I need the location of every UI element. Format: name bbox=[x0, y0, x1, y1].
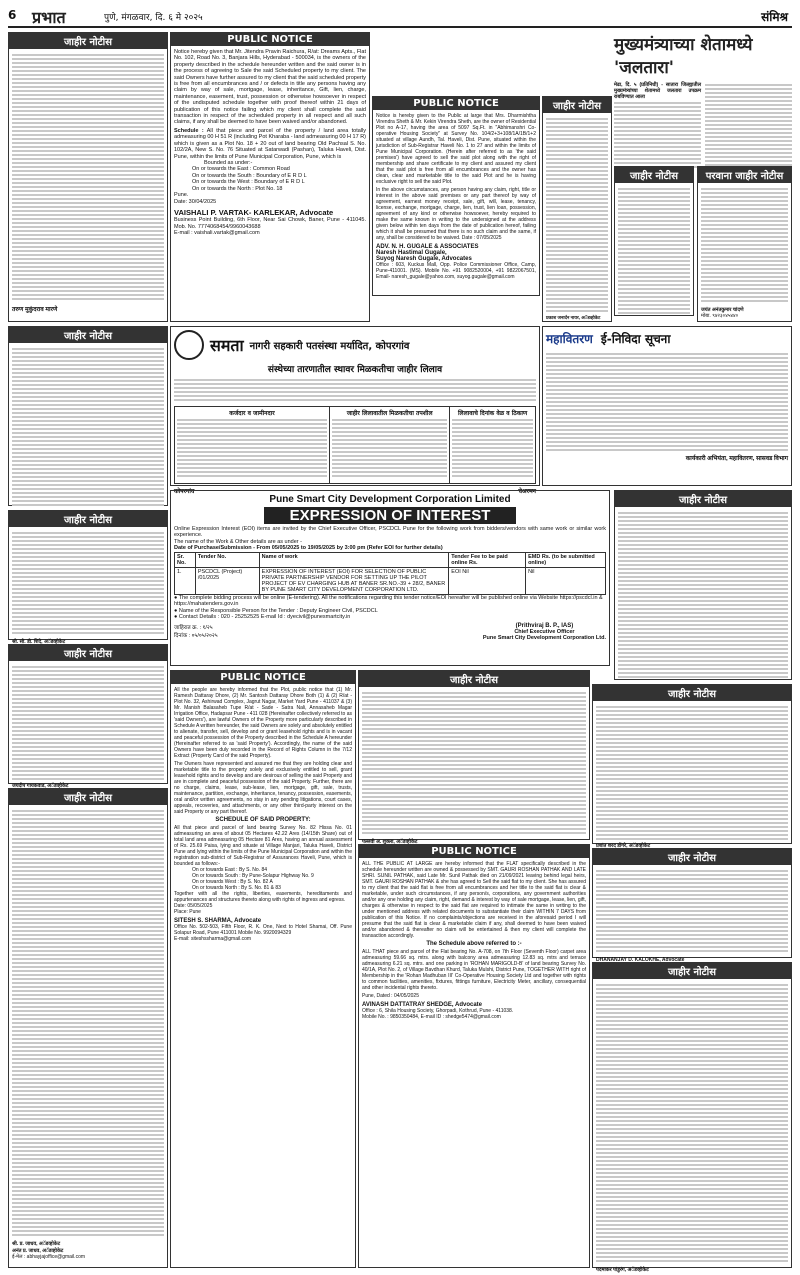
notice-body-lines bbox=[596, 982, 788, 1264]
notice-c1 bbox=[372, 96, 540, 296]
notice-e1 bbox=[614, 166, 694, 316]
notice-body: Notice is hereby given to the Public at large that Mrs. Dharmishtha Virendra Sheth & Mr. Kekin Virendra Sheth, are the owner of Residential Plot no A-17, having the area of 5097 Sq.Ft. in "Abhimanshri Co-operative Housing Society" at Survey No. 104/2+3+108/1A/1B/1+2 situated at village Aundh, Tal. Haveli, Dist. Pune, situated within the jurisdiction of Sub-Registrar Haveli No. 1 to 27 and within the limits of Pune Municipal Corporation. (Herein after referred to as 'the said premises') have agreed to sell the said plot along with the right of membership and share certificate to my client and assured my client that the said plot is free from all encumbrances and the owner has clean, clear and marketable title to the said Plot and he is having exclusive right to sell the said Plot. bbox=[376, 113, 536, 185]
notice-place-date: Pune, Dated : 04/05/2025 bbox=[362, 993, 419, 999]
notice-a2 bbox=[8, 326, 168, 506]
notice-title: PUBLIC NOTICE bbox=[171, 671, 355, 684]
eoi-bullet-3: ● Contact Details : 020 - 25252525 E-mail Id : dyecivil@punesmartcity.in bbox=[174, 614, 351, 621]
notice-email: E-mail : vaishali.vartak@gmail.com bbox=[174, 229, 260, 236]
page-number: 6 bbox=[8, 8, 17, 22]
table-row bbox=[175, 567, 606, 594]
notice-b2 bbox=[170, 670, 356, 1268]
notice-b1 bbox=[170, 32, 370, 322]
article-headline: मुख्यमंत्र्याच्या शेतामध्ये 'जलतारा' bbox=[614, 35, 753, 78]
eoi-fee: Nil bbox=[462, 568, 469, 575]
borrower-lines bbox=[177, 417, 327, 477]
auction-place: कोपरगांव bbox=[174, 488, 195, 495]
masthead bbox=[8, 6, 792, 28]
boundary-north: On or towards the North : Plot No. 18 bbox=[192, 185, 283, 192]
eoi-date: दिनांक : ०५/०५/२०२५ bbox=[174, 632, 218, 639]
notice-body-lines bbox=[12, 664, 164, 780]
schedule-heading: SCHEDULE OF SAID PROPERTY: bbox=[215, 817, 311, 823]
notice-signatory: जयंत अनंतकुमार चांदणे bbox=[701, 307, 744, 313]
boundary-east: On or towards the East : Common Road bbox=[192, 166, 290, 173]
samata-auction-notice bbox=[170, 326, 540, 495]
boundary-south: On or towards South : By Pune-Solapur Highway No. 9 bbox=[192, 873, 314, 879]
eoi-col-fee: Tender Fee to be paid online Rs. bbox=[449, 552, 526, 567]
notice-signatory: VAISHALI P. VARTAK- KARLEKAR, Advocate bbox=[174, 208, 334, 218]
mahavitaran-logo: महावितरण bbox=[546, 332, 593, 346]
notice-body-lines bbox=[618, 510, 788, 678]
notice-signatory: तरुण मुकुंदराव मारणे bbox=[12, 307, 58, 313]
schedule-tail: Together with all the rights, liberties, easements, hereditaments and appurtenances and structures thereto along with rights of ingress and egress. bbox=[174, 891, 352, 903]
notice-body-lines bbox=[596, 868, 788, 954]
notice-title: ई-निविदा सूचना bbox=[600, 332, 671, 346]
notice-address: Office : 603, Kuckus Mall, Opp. Police Commissioner Office, Camp, Pune-411001. (MS). Mobile No. +91 9082520004, +91 9822067501, Email- naresh_gugale@yahoo.com, suyog.gugale@gmail.com bbox=[376, 262, 536, 280]
notice-signatory: ADV. N. H. GUGALE & ASSOCIATES bbox=[376, 244, 479, 250]
notice-phone: मोबा. ९४२३०४५४४० bbox=[701, 313, 739, 319]
advocate-name: Naresh Hastimal Gugale, bbox=[376, 250, 447, 256]
dateline: पुणे, मंगळवार, दि. ६ मे २०२५ bbox=[104, 13, 203, 23]
article-body-lines bbox=[614, 100, 701, 170]
notice-contact: Mobile No. : 9850350484, E-mail ID : shedge5474@gmail.com bbox=[362, 1014, 501, 1020]
notice-body-lines bbox=[596, 704, 788, 840]
notice-e2 bbox=[697, 166, 792, 322]
eoi-organisation: Pune Smart City Development Corporation Limited bbox=[269, 494, 511, 505]
notice-title: जाहीर नोटीस bbox=[9, 33, 167, 49]
section-name: संमिश्र bbox=[761, 10, 788, 24]
boundary-north: On or towards North : By S. No. 81 & 83 bbox=[192, 885, 281, 891]
eoi-col-emd: EMD Rs. (to be submitted online) bbox=[526, 552, 606, 567]
notice-title: परवाना जाहीर नोटीस bbox=[698, 167, 791, 183]
notice-d1 bbox=[542, 96, 612, 322]
boundary-east: On or towards East : By S. No. 84 bbox=[192, 867, 268, 873]
notice-date: Date: 30/04/2025 bbox=[174, 198, 217, 205]
schedule-heading: The Schedule above referred to :- bbox=[426, 941, 522, 947]
notice-signatory: प्रकाश जनार्दन नायर, अॅडव्होकेट bbox=[546, 315, 601, 320]
eoi-fee-type: EOI bbox=[451, 568, 461, 575]
advocate-name-2: Suyog Naresh Gugale, Advocates bbox=[376, 256, 472, 262]
boundary-west: On or towards West : By S. No. 82 A bbox=[192, 879, 273, 885]
notice-title: जाहीर नोटीस bbox=[593, 849, 791, 865]
boundary-west: On or towards the West : Boundary of E R D L bbox=[192, 179, 305, 186]
notice-a4 bbox=[8, 644, 168, 789]
samata-logo-icon bbox=[174, 330, 204, 360]
schedule-text: ALL THAT piece and parcel of the Flat bearing No. A-708, on 7th Floor (Seventh Floor) carpet area admeasuring 59.66 sq. mtrs. along with balcony area admeasuring 12.83 sq. mtrs and terrace admeasuring 6.21 sq. mtrs. and one parking in 'ROHAN MARIGOLD-B' of land bearing Survey No. 40/1A, Plot No. 2, of Village Bavdhan Khurd, Taluka Mulshi, District Pune, TOGETHER WITH right of Membership in the 'Rohan Madhuban III' Co-Operative Housing Society Ltd and together with rights to common facilities, amenities, fixtures, fittings furniture, Electricity Meter, ancillary, consequential and other incidental rights thereto. bbox=[362, 949, 586, 991]
notice-body-lines bbox=[12, 530, 164, 636]
property-lines bbox=[332, 417, 447, 477]
notice-title: जाहीर नोटीस bbox=[9, 789, 167, 805]
auction-heading: संस्थेच्या तारणातील स्थावर मिळकतीचा जाहीर लिलाव bbox=[267, 365, 443, 375]
notice-title: जाहीर नोटीस bbox=[9, 511, 167, 527]
eoi-bullet-2: ● Name of the Responsible Person for the Tender : Deputy Engineer Civil, PSCDCL bbox=[174, 607, 378, 614]
auction-date-column-header: लिलावाचे दिनांक वेळ व ठिकाण bbox=[457, 410, 528, 417]
notice-signatory: श्री. सी. डी. शिंदे, अॅडव्होकेट bbox=[12, 639, 66, 645]
notice-c3 bbox=[358, 844, 590, 1268]
auction-signatory: चेअरमन bbox=[518, 488, 536, 495]
notice-body-lines bbox=[546, 116, 608, 312]
notice-c2 bbox=[358, 670, 590, 845]
notice-place: Pune. bbox=[174, 192, 189, 199]
schedule-heading: Schedule : bbox=[174, 127, 204, 134]
notice-d2 bbox=[592, 848, 792, 963]
notice-signatory: जयदीप गायकवाड, अॅडव्होकेट bbox=[12, 783, 69, 789]
property-column-header: जाहीर लिलावातील मिळकतीचा तपशील bbox=[346, 410, 433, 417]
notice-a1 bbox=[8, 32, 168, 322]
eoi-work-name: EXPRESSION OF INTEREST (EOI) FOR SELECTION OF PUBLIC PRIVATE PARTNERSHIP VENDOR FOR SETTING UP THE PILOT PROJECT OF EV CHARGING HUB AT BANER SR.NO.-39 + 28/2, BANER BY PUNE SMART CITY DEVELOPMENT CORPORATION LTD. bbox=[259, 567, 449, 594]
eoi-corporation: Pune Smart City Development Corporation Ltd. bbox=[482, 634, 606, 641]
notice-date: Date: 05/05/2025 bbox=[174, 903, 213, 909]
notice-title: जाहीर नोटीस bbox=[9, 327, 167, 343]
eoi-signatory: (Prithviraj B. P., IAS) bbox=[515, 622, 574, 629]
news-article bbox=[614, 32, 792, 162]
eoi-line-3: Date of Purchase/Submission - From 05/05/2025 to 19/05/2025 by 3:00 pm (Refer EOI for further details) bbox=[174, 545, 443, 552]
tender-body-lines bbox=[546, 351, 788, 451]
notice-title: जाहीर नोटीस bbox=[615, 167, 693, 183]
notice-title: जाहीर नोटीस bbox=[593, 963, 791, 979]
notice-address: Office : 6, Shila Housing Society, Ghorpadi, Kothrud, Pune - 411038. bbox=[362, 1008, 514, 1014]
schedule-text: All that piece and parcel of the property / land area totally admeasuring 00 H 51 R (including Pot Kharaba - land admeasuring 00 H 17 R) which is given as a Plot No. 18 + 20 out of land bearing Old Pachsal S. No. 102/2A, New S. No. 76 Situated at Satarwadi (Pashan), Taluka Haveli, Dist. Pune, within the limits of Pune Municipal Corporation, Pune, which is bbox=[174, 127, 366, 160]
notice-body-2: In the above circumstances, any person having any claim, right, title or interest in the above said premises or any part thereof by way of agreement, earnest money receipt, sale, gift, will, lease, tenancy, license, exchange, mortgage, charge, lien, trust, lien loan, possession, agreement of any kind or otherwise howsoever, hereby required to make the same known in writing to the undersigned at the address given below within ten days from the date of publication hereof, failing which it shall be presumed that there is no such claim and the same, if any, shall be considered to be waived. Date : 07/05/2025 bbox=[376, 187, 536, 241]
notice-body-lines bbox=[12, 52, 164, 302]
notice-signatory: पदमाकर पांडुरंग, अॅडव्होकेट bbox=[596, 1267, 649, 1273]
notice-d3 bbox=[592, 962, 792, 1273]
notice-title: PUBLIC NOTICE bbox=[373, 97, 539, 110]
notice-title: PUBLIC NOTICE bbox=[359, 845, 589, 858]
notice-signatory: AVINASH DATTATRAY SHEDGE, Advocate bbox=[362, 1002, 483, 1008]
notice-title: जाहीर नोटीस bbox=[9, 645, 167, 661]
notice-address: Office No. 502-503, Fifth Floor, R. K. One, Next to Hotel Shamai, Off. Pune Solapur Road, Pune 411001 Mobile No. 9920094329 bbox=[174, 924, 352, 936]
notice-title: जाहीर नोटीस bbox=[543, 97, 611, 113]
borrower-column-header: कर्जदार व जामीनदार bbox=[229, 410, 275, 417]
notice-f1 bbox=[614, 490, 792, 680]
notice-body-lines bbox=[618, 186, 690, 314]
notice-title: जाहीर नोटीस bbox=[593, 685, 791, 701]
notice-signatory: पल्लवी अ. शुक्ला, अॅडव्होकेट bbox=[362, 839, 418, 845]
boundary-south: On or towards the South : Boundary of E R D L bbox=[192, 172, 307, 179]
notice-email: E-mail: siteshssharma@gmail.com bbox=[174, 936, 252, 942]
eoi-table bbox=[174, 552, 606, 595]
eoi-emd: Nil bbox=[526, 567, 606, 594]
newspaper-logo: प्रभात bbox=[32, 8, 66, 27]
bounded-label: Bounded as under:- bbox=[204, 159, 253, 166]
schedule-text: All that piece and parcel of land bearing Survey No. 82 Hissa No. 01 admeasuring an area of about 05 Hectares 42.22 Ares (14/15th Share) out of total land area admeasuring 05 Hectare 81 Ares, having an annual assessment of Rs. 25.69 Paisa, lying and situate at Village Manjari, Taluka Haveli, District Pune and lying within the limits of the Pune Municipal Corporation and within the registration sub-district of Sub-Registrar of Assurances Haveli, Pune, which is bounded as follows:- bbox=[174, 825, 352, 867]
eoi-col-sr: Sr. No. bbox=[175, 552, 196, 567]
notice-title: जाहीर नोटीस bbox=[359, 671, 589, 687]
article-dateline: मेढा, दि. ५ (प्रतिनिधी) - सातारा जिल्ह्यातील मुख्यमंत्र्यांच्या शेतामध्ये जलतारा उपक्रम राबविण्यात आला bbox=[614, 82, 701, 100]
samata-title: समता bbox=[210, 336, 244, 355]
eoi-tender-no: PSCDCL (Project) /01/2025 bbox=[195, 567, 259, 594]
notice-signatory-2: अनंत प्र. जाधव, अॅडव्होकेट bbox=[12, 1248, 64, 1254]
notice-signatory: श्री. प्र. जाधव, अॅडव्होकेट bbox=[12, 1241, 61, 1247]
eoi-line-2: The name of the Work & Other details are as under - bbox=[174, 538, 302, 545]
eoi-designation: Chief Executive Officer bbox=[514, 628, 575, 635]
notice-body-lines bbox=[362, 690, 586, 836]
notice-f2 bbox=[592, 684, 792, 849]
auction-date-lines bbox=[452, 417, 533, 477]
notice-address: Business Point Building, 6th Floor, Near Sai Chowk, Baner, Pune - 411045. Mob. No. 7774068454/9960043688 bbox=[174, 217, 366, 230]
eoi-intro: Online Expression Interest (EOI) items are invited by the Chief Executive Officer, PSCDCL Pune for the following work from bidders/vendors with same work or similar work experience. bbox=[174, 526, 606, 539]
e-tender-notice bbox=[542, 326, 792, 486]
notice-body: Notice hereby given that Mr. Jitendra Pravin Raichura, R/at: Dreams Apts., Flat No. 102, Road No. 3, Banjara Hills, Hyderabad - 500034, is the owners of the property described in the schedule hereunder written and the said owner is in the process of agreeing to Sale the said Scheduled property to my client. The said Owners have further assured to my client that the said scheduled property is free from all encumbrances and / or defects in title any persons having any claim by way of sale, mortgage, lease, inheritance, Gift, lien, charge, maintenance, easement, trust, possession or otherwise howsoever in respect of the undisputed schedule together with proof thereof within 21 days of publication of this notice failing which my client shall complete the said transaction in respect of the scheduled property in all respect and all such claims, if any shall be deemed to have been waived and/or abandoned. bbox=[174, 49, 366, 126]
tender-signatory: कार्यकारी अभियंता, महावितरण, सासवड विभाग bbox=[685, 456, 788, 462]
notice-body-lines bbox=[12, 346, 164, 506]
notice-title: PUBLIC NOTICE bbox=[171, 33, 369, 46]
notice-body-2: The Owners have represented and assured me that they are holding clear and marketable title to the property solely and exclusively entitled to sell, grant leasehold rights and to develop and are desirous of selling the said Property and are in complete and peaceful possession of the said Property. Further, there are no charge, claims, lease, sub-lease, lien, mortgage, gift, sale, trusts, maintenance, partition, exchange, inheritance, tenancy, possession, easements, oral and/or written agreements, no stay in any pending litigations, court cases, appeals, recoveries, and attachments, or any other third-party interest on the said Property or any part thereof. bbox=[174, 761, 352, 815]
eoi-col-tender: Tender No. bbox=[195, 552, 259, 567]
notice-place: Place: Pune bbox=[174, 909, 201, 915]
notice-a3 bbox=[8, 510, 168, 645]
notice-a5 bbox=[8, 788, 168, 1268]
notice-title: जाहीर नोटीस bbox=[615, 491, 791, 507]
notice-email: ई-मेल : abhayjajoffice@gmail.com bbox=[12, 1254, 86, 1260]
samata-subtitle: नागरी सहकारी पतसंस्था मर्यादित, कोपरगांव bbox=[249, 341, 410, 352]
eoi-jahirat: जाहिरात क्र. : १/२५ bbox=[174, 624, 213, 631]
notice-body: ALL THE PUBLIC AT LARGE are hereby informed that the FLAT specifically described in the schedule hereunder written are owned & possessed by SMT. GAURI ROSHAN PATHAK AND LATE SHRI. SUNIL PATHAK, said Late Mr. Sunil Pathak died on 21/09/2021 leaving behind legal heirs, SMT. GAURI ROSHAN PATHAK & she has agreed to Sell the said flat to my client. She has assured to my client that the said flat is free from all encumbrances and her title to the said flat is clear & marketable, under such circumstances, if any person/s, corporations, any government authorities and/or any one holding any claim, right, demand & interest by way of sale mortgage, lease, lien, gift, charges & otherwise in respect to the said flat are required to intimate the same in writing to the under mentioned address with related documents to substantiate their claim WITHIN 7 DAYS from publication of this Notice. If no complaints/objections are received in the aforesaid period I will presume that the said flat is clear & marketable claim if any, shall deemed to have been waived and/or abandoned & thereafter no claim will be entertained & then my client will complete the transaction accordingly. bbox=[362, 861, 586, 939]
eoi-notice bbox=[170, 490, 610, 666]
eoi-col-work: Name of work bbox=[259, 552, 449, 567]
notice-body-lines bbox=[701, 186, 788, 304]
notice-signatory: DHANANJAY D. KALOKHE, Advocate bbox=[596, 957, 685, 963]
notice-signatory: SITESH S. SHARMA, Advocate bbox=[174, 918, 262, 924]
eoi-sr: 1. bbox=[175, 567, 196, 594]
auction-intro-lines bbox=[174, 377, 536, 403]
eoi-bullet-1: ● The complete bidding process will be online (E-tendering). All the notifications regarding this tender notice/EOI hereafter will be published online via Website https://pscdcl.in & https://mahatenders.gov.in bbox=[174, 594, 603, 608]
notice-signatory: प्रशांत शरद डोंगरे, अॅडव्होकेट bbox=[596, 843, 651, 849]
notice-body: All the people are hereby informed that the Plot, public notice that (1) Mr. Ramesh Dattaray Dhore, (2) Mr. Santosh Dattaray Dhore Both (1) & (2) R/at - Plot No. 32, Ashirwad Complex, Jagrut Nagar, Market Yard Pune - 411037 & (3) Mr. Manish Balasaheb Tupe R/at - Sade - Satra Nali, Annasaheb Magar Irrigation Office, Hadapsar Pune - 411 028 (Hereinafter collectively referred to as 'said Owners'), are lawful Owners of the Property more particularly described in Schedule A written hereunder, the said Owners are solely and absolutely entitled to alienate, transfer, sell, develop and or grant leasehold rights and is in vacant and peaceful possession of the Property described in the Schedule A hereunder (Hereinafter referred to as 'said Property'). Accordingly, the name of the said Owners have been duly recorded in the Record of Rights Column in the 7/12 Extract (Property Card of the said Property). bbox=[174, 687, 352, 759]
notice-body-lines bbox=[12, 808, 164, 1238]
eoi-title: EXPRESSION OF INTEREST bbox=[264, 507, 516, 524]
